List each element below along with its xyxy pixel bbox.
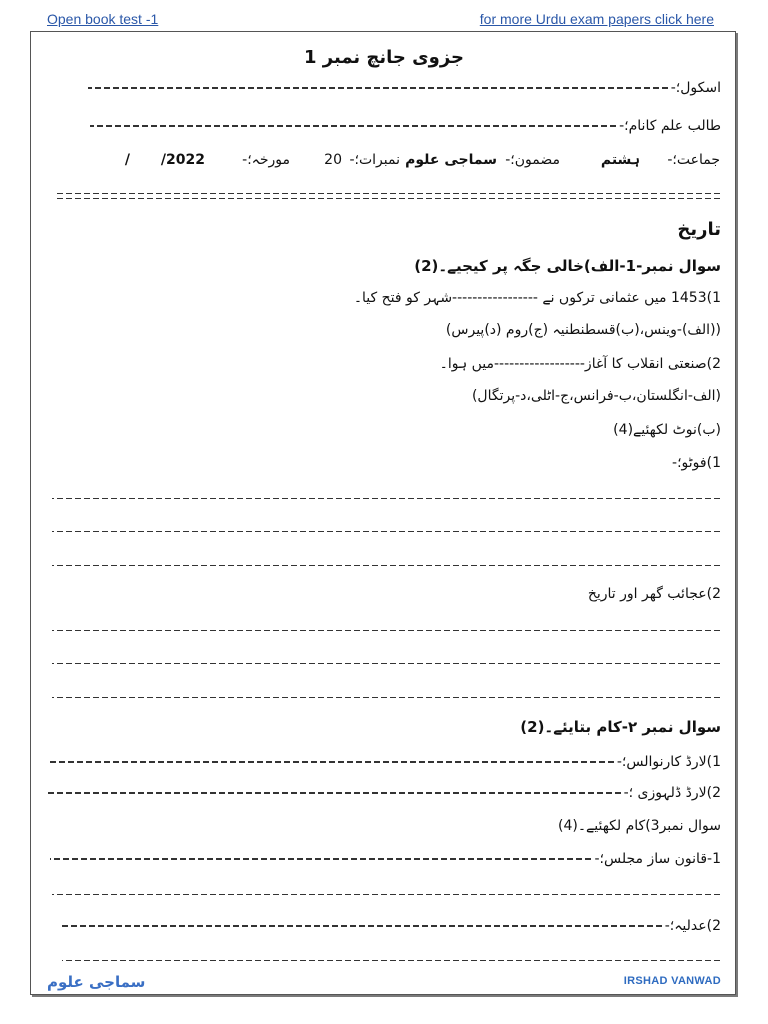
answer-line (48, 792, 621, 793)
question-2-item-2-row (48, 782, 721, 804)
question-2-item-1: 1)لارڈ کارنوالس؛- (616, 754, 721, 770)
details-row (0, 149, 768, 171)
answer-line (52, 565, 720, 566)
answer-line (50, 858, 591, 859)
answer-line (48, 761, 614, 762)
answer-line (62, 925, 662, 926)
student-name-label: طالب علم کانام؛- (619, 118, 721, 134)
question-1-heading: سوال نمبر-1-الف)خالی جگہ پر کیجیے۔(2) (414, 257, 721, 275)
school-label: اسکول؛- (670, 80, 721, 96)
answer-line (52, 498, 720, 499)
answer-line (52, 697, 720, 698)
question-1-item-2: 2)صنعتی انقلاب کا آغاز------------------میں ہوا۔ (439, 356, 721, 372)
note-1-label: 1)فوٹو؛- (672, 455, 721, 471)
marks-value: 20 (324, 152, 342, 168)
class-label: جماعت؛- (667, 152, 720, 168)
answer-line (52, 630, 720, 631)
separator-line-top (55, 193, 720, 194)
question-3-item-2: 2)عدلیہ؛- (664, 918, 721, 934)
question-1-part-b-heading: (ب)نوٹ لکھئیے(4) (613, 422, 721, 438)
question-3-item-1-row (50, 848, 721, 870)
answer-line (52, 894, 720, 895)
question-1-item-2-options: (الف-انگلستان،ب-فرانس،ج-اٹلی،د-پرتگال) (471, 388, 721, 404)
question-3-item-1: 1-قانون ساز مجلس؛- (594, 851, 721, 867)
date-year: 2022/ (160, 152, 205, 168)
question-2-heading: سوال نمبر ۲-کام بتایئے۔(2) (520, 718, 721, 736)
question-2-item-2: 2)لارڈ ڈلہوزی ؛- (623, 785, 721, 801)
open-book-test-link[interactable]: Open book test -1 (47, 11, 159, 27)
question-3-heading: سوال نمبر3)کام لکھئیے۔(4) (557, 818, 721, 834)
school-answer-line (88, 87, 668, 88)
student-name-answer-line (90, 125, 616, 126)
section-title: تاریخ (677, 219, 721, 240)
question-2-item-1-row (48, 751, 721, 773)
answer-line (52, 663, 720, 664)
footer-author: IRSHAD VANWAD (623, 975, 721, 987)
student-name-row (90, 115, 721, 137)
footer-subject: سماجی علوم (47, 973, 146, 991)
subject-label: مضمون؛- (505, 152, 560, 168)
more-urdu-papers-link[interactable]: for more Urdu exam papers click here (479, 11, 714, 27)
paper-title: جزوی جانچ نمبر 1 (303, 47, 465, 68)
question-3-item-2-row (62, 915, 721, 937)
subject-value: سماجی علوم (405, 152, 497, 168)
date-separator: / (124, 152, 130, 168)
question-1-item-1: 1)1453 میں عثمانی ترکوں نے -----------------شہر کو فتح کیا۔ (353, 290, 721, 306)
date-label: مورخہ؛- (242, 152, 290, 168)
separator-line-bottom (55, 198, 720, 199)
question-1-item-1-options: ((الف)-وینس،(ب)قسطنطنیہ (ج)روم (د)پیرس) (445, 322, 721, 338)
class-value: ہشتم (600, 152, 640, 168)
answer-line (62, 960, 720, 961)
answer-line (52, 531, 720, 532)
school-row (88, 77, 721, 99)
marks-label: نمبرات؛- (349, 152, 400, 168)
note-2-label: 2)عجائب گھر اور تاریخ (587, 586, 721, 602)
